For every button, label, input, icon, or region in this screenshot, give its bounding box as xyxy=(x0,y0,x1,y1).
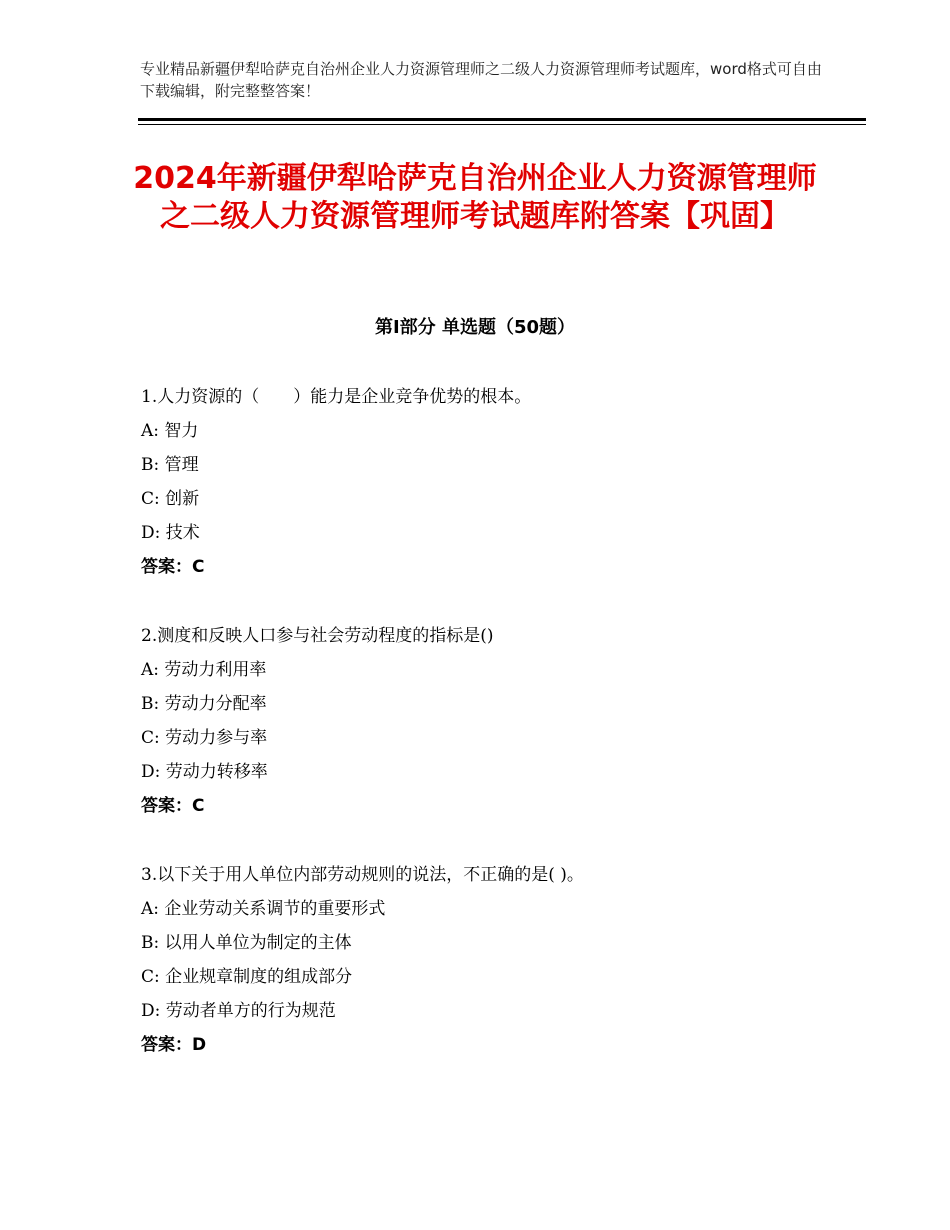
option-c: C: 企业规章制度的组成部分 xyxy=(141,967,353,987)
option-d: D: 技术 xyxy=(141,523,200,543)
question-stem: 2.测度和反映人口参与社会劳动程度的指标是() xyxy=(141,626,494,646)
question-stem: 3.以下关于用人单位内部劳动规则的说法，不正确的是( )。 xyxy=(141,865,584,885)
answer: 答案：D xyxy=(141,1035,207,1055)
option-d: D: 劳动者单方的行为规范 xyxy=(141,1001,336,1021)
option-a: A: 劳动力利用率 xyxy=(141,660,267,680)
question-3 xyxy=(141,858,841,1062)
question-1 xyxy=(141,380,841,584)
document-title: 2024年新疆伊犁哈萨克自治州企业人力资源管理师之二级人力资源管理师考试题库附答案【巩固】 xyxy=(133,161,817,234)
header-divider-thick xyxy=(138,118,866,121)
answer: 答案：C xyxy=(141,796,205,816)
option-b: B: 以用人单位为制定的主体 xyxy=(141,933,352,953)
option-a: A: 智力 xyxy=(141,421,199,441)
option-c: C: 创新 xyxy=(141,489,200,509)
option-b: B: 管理 xyxy=(141,455,199,475)
option-d: D: 劳动力转移率 xyxy=(141,762,268,782)
answer: 答案：C xyxy=(141,557,205,577)
question-2 xyxy=(141,619,841,823)
header-note: 专业精品新疆伊犁哈萨克自治州企业人力资源管理师之二级人力资源管理师考试题库，word格式可自由下载编辑，附完整整答案！ xyxy=(140,60,822,100)
option-a: A: 企业劳动关系调节的重要形式 xyxy=(141,899,386,919)
option-c: C: 劳动力参与率 xyxy=(141,728,268,748)
section-title: 第Ⅰ部分 单选题（50题） xyxy=(374,317,575,338)
question-stem: 1.人力资源的（ ）能力是企业竞争优势的根本。 xyxy=(141,387,532,407)
option-b: B: 劳动力分配率 xyxy=(141,694,267,714)
header-divider-thin xyxy=(138,124,866,125)
